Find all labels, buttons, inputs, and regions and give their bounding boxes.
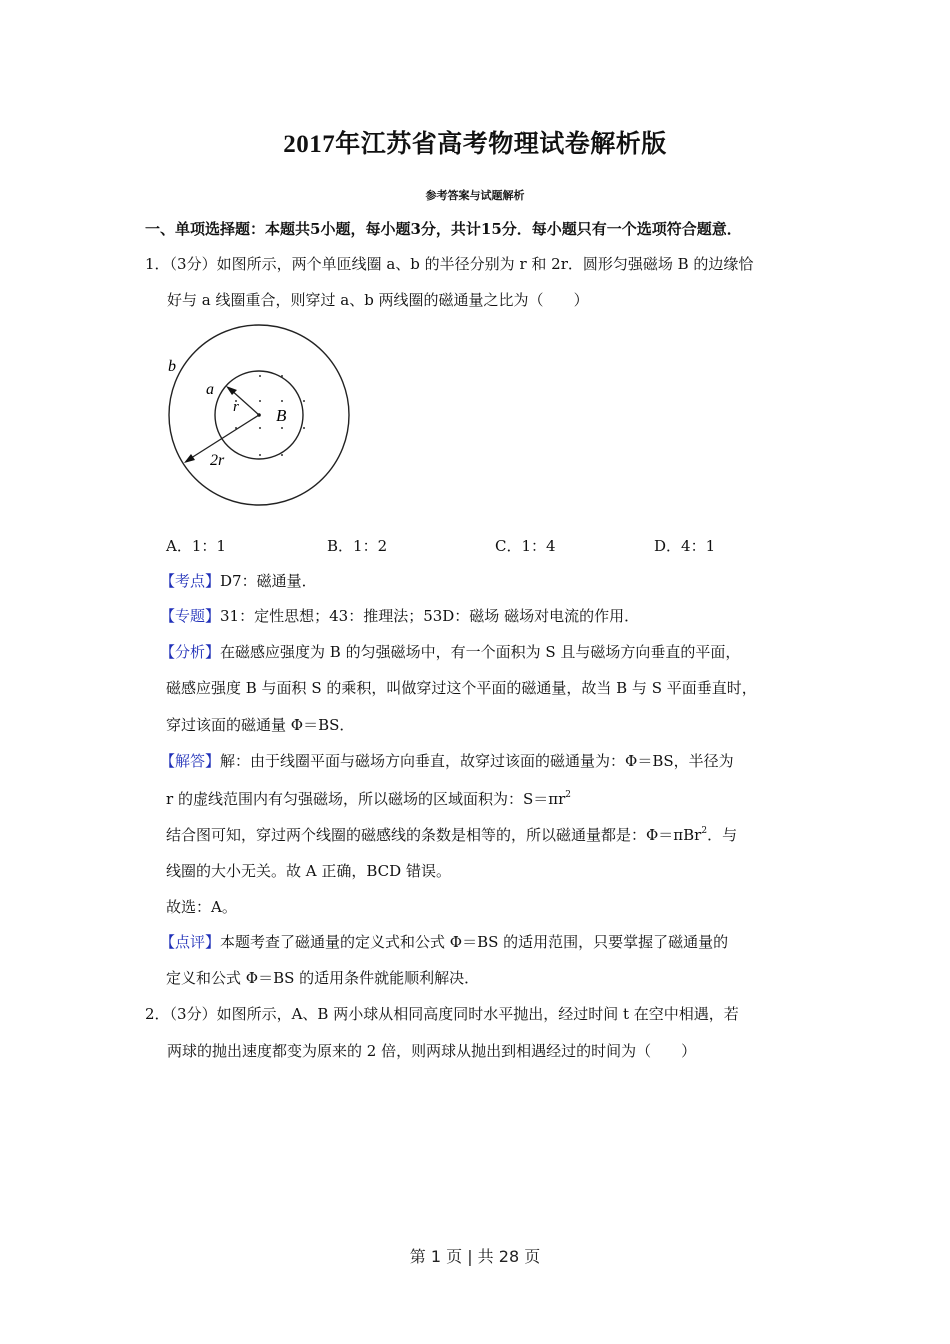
- jieda-tag: 【解答】: [160, 752, 221, 770]
- jieda-line2-sup: 2: [565, 790, 571, 800]
- jieda-line3: 结合图可知，穿过两个线圈的磁感线的条数是相等的，所以磁通量都是：Φ＝πBr: [166, 826, 702, 844]
- jieda-line2-row: [166, 788, 571, 809]
- jieda-line3-sup: 2: [701, 826, 708, 836]
- question1-line1: 1．（3分）如图所示，两个单匝线圈 a、b 的半径分别为 r 和 2r．圆形匀强磁场 B 的边缘恰: [145, 255, 754, 273]
- option-c: C．1：4: [495, 537, 556, 555]
- dianping-tag: 【点评】: [160, 933, 221, 951]
- label-b: b: [168, 358, 176, 375]
- fenxi-line1: 在磁感应强度为 B 的匀强磁场中，有一个面积为 S 且与磁场方向垂直的平面，: [220, 643, 741, 661]
- zhuanti-row: [160, 605, 639, 626]
- jieda-line1: 解：由于线圈平面与磁场方向垂直，故穿过该面的磁通量为：Φ＝BS，半径为: [220, 752, 734, 770]
- question2-line1: 2．（3分）如图所示，A、B 两小球从相同高度同时水平抛出，经过时间 t 在空中相遇，若: [145, 1005, 739, 1023]
- document-subtitle: 参考答案与试题解析: [425, 189, 525, 202]
- kaodian-row: [160, 570, 317, 591]
- fenxi-row: [160, 641, 740, 662]
- label-a: a: [206, 381, 214, 398]
- question2-line2: 两球的抛出速度都变为原来的 2 倍，则两球从抛出到相遇经过的时间为（ ）: [167, 1042, 697, 1060]
- magnetic-field-diagram: [160, 320, 360, 520]
- jieda-line3-row: [166, 824, 737, 845]
- option-a: A．1：1: [166, 537, 226, 555]
- option-b: B．1：2: [327, 537, 388, 555]
- label-B: B: [276, 406, 287, 425]
- page-footer: 第 1 页 | 共 28 页: [409, 1247, 541, 1266]
- option-d: D．4：1: [654, 537, 716, 555]
- jieda-row: [160, 750, 734, 771]
- dianping-line2: 定义和公式 Φ＝BS 的适用条件就能顺利解决．: [166, 969, 480, 987]
- jieda-line2: r 的虚线范围内有匀强磁场，所以磁场的区域面积为：S＝πr: [166, 790, 566, 808]
- dianping-line1: 本题考查了磁通量的定义式和公式 Φ＝BS 的适用范围，只要掌握了磁通量的: [220, 933, 729, 951]
- dianping-row: [160, 931, 728, 952]
- jieda-line5: 故选：A。: [166, 898, 237, 916]
- kaodian-text: D7：磁通量．: [220, 572, 317, 590]
- zhuanti-text: 31：定性思想；43：推理法；53D：磁场 磁场对电流的作用．: [220, 607, 640, 625]
- kaodian-tag: 【考点】: [160, 572, 221, 590]
- fenxi-line3: 穿过该面的磁通量 Φ＝BS．: [166, 716, 355, 734]
- question1-line2: 好与 a 线圈重合，则穿过 a、b 两线圈的磁通量之比为（ ）: [167, 291, 589, 309]
- jieda-line3-end: ．与: [707, 826, 738, 844]
- zhuanti-tag: 【专题】: [160, 607, 221, 625]
- label-r: r: [233, 399, 239, 415]
- field-dots: [235, 375, 305, 456]
- section-heading: 一、单项选择题：本题共5小题，每小题3分，共计15分．每小题只有一个选项符合题意．: [145, 220, 742, 238]
- jieda-line4: 线圈的大小无关。故 A 正确，BCD 错误。: [166, 862, 451, 880]
- fenxi-tag: 【分析】: [160, 643, 221, 661]
- document-title: 2017年江苏省高考物理试卷解析版: [283, 131, 667, 158]
- fenxi-line2: 磁感应强度 B 与面积 S 的乘积，叫做穿过这个平面的磁通量，故当 B 与 S 平面垂直时，: [166, 679, 757, 697]
- label-2r: 2r: [210, 452, 225, 469]
